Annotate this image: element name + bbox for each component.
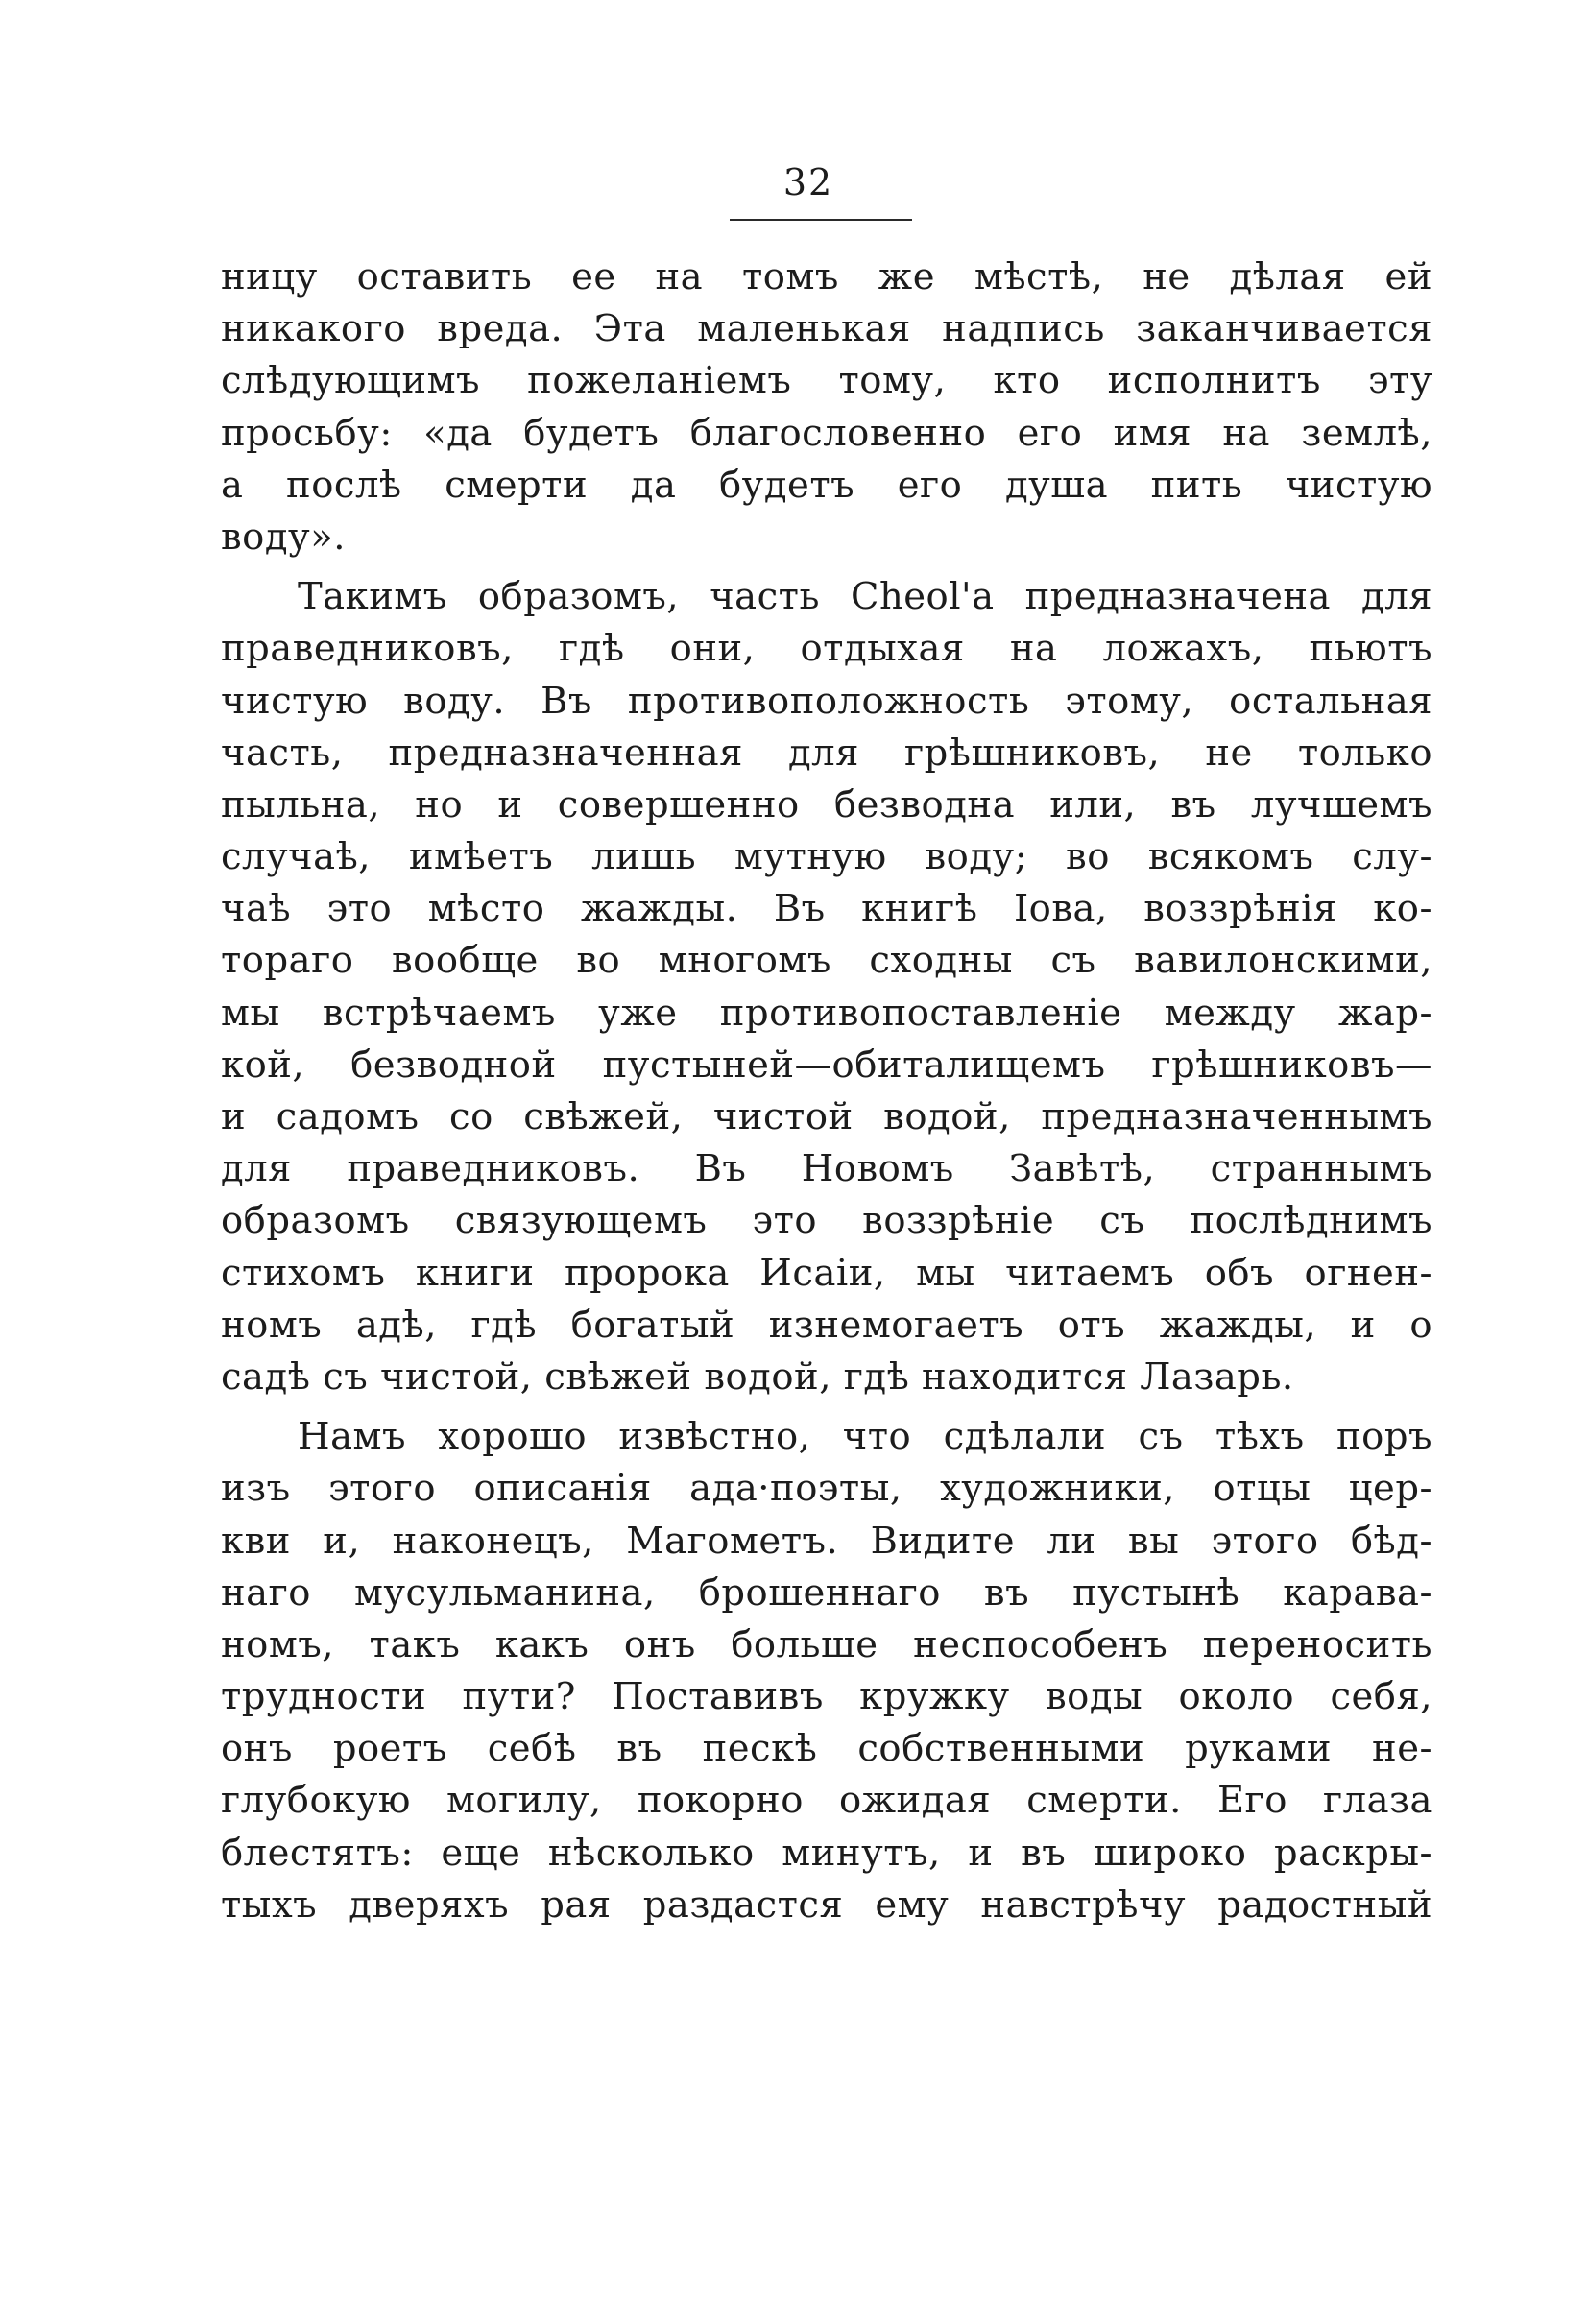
text-line: часть, предназначенная для грѣшниковъ, не только	[221, 731, 1432, 775]
text-line: ницу оставить ее на томъ же мѣстѣ, не дѣлая ей	[221, 255, 1432, 299]
paragraph-gap	[221, 1403, 1432, 1411]
text-line: кой, безводной пустыней—обиталищемъ грѣшниковъ—	[221, 1042, 1432, 1087]
text-line: стихомъ книги пророка Исаіи, мы читаемъ объ огнен-	[221, 1251, 1432, 1295]
text-line: блестятъ: еще нѣсколько минутъ, и въ широко раскры-	[221, 1831, 1432, 1875]
text-line: мы встрѣчаемъ уже противопоставленіе между жар-	[221, 991, 1432, 1035]
text-line: кви и, наконецъ, Магометъ. Видите ли вы этого бѣд-	[221, 1519, 1432, 1563]
text-line: наго мусульманина, брошеннаго въ пустынѣ карава-	[221, 1570, 1432, 1615]
body-text	[221, 252, 1432, 1931]
text-line: пыльна, но и совершенно безводна или, въ лучшемъ	[221, 782, 1432, 827]
page-number-rule	[730, 219, 912, 221]
text-line: слѣдующимъ пожеланіемъ тому, кто исполнитъ эту	[221, 359, 1432, 403]
text-line: изъ этого описанія ада·поэты, художники, отцы цер-	[221, 1467, 1432, 1511]
text-line: воду».	[221, 515, 347, 559]
text-line: номъ, такъ какъ онъ больше неспособенъ переносить	[221, 1622, 1432, 1666]
text-line: просьбу: «да будетъ благословенно его имя на землѣ,	[221, 411, 1432, 455]
text-line: садѣ съ чистой, свѣжей водой, гдѣ находится Лазарь.	[221, 1354, 1294, 1399]
text-line: трудности пути? Поставивъ кружку воды около себя,	[221, 1675, 1432, 1719]
text-line: Намъ хорошо извѣстно, что сдѣлали съ тѣхъ поръ	[298, 1415, 1432, 1459]
text-line: и садомъ со свѣжей, чистой водой, предназначеннымъ	[221, 1095, 1432, 1138]
text-line: глубокую могилу, покорно ожидая смерти. Его глаза	[221, 1779, 1432, 1823]
paragraph	[221, 571, 1432, 1403]
page-number-block	[0, 161, 1588, 204]
paragraph	[221, 1411, 1432, 1931]
page-number: 32	[782, 161, 834, 204]
text-line: никакого вреда. Эта маленькая надпись заканчивается	[221, 307, 1432, 351]
text-line: чистую воду. Въ противоположность этому, остальная	[221, 679, 1432, 723]
text-line: праведниковъ, гдѣ они, отдыхая на ложахъ, пьютъ	[221, 627, 1432, 671]
text-line: а послѣ смерти да будетъ его душа пить чистую	[221, 463, 1432, 507]
text-line: случаѣ, имѣетъ лишь мутную воду; во всякомъ слу-	[221, 835, 1432, 879]
text-line: онъ роетъ себѣ въ пескѣ собственными руками не-	[221, 1727, 1432, 1771]
text-line: образомъ связующемъ это воззрѣніе съ послѣднимъ	[221, 1199, 1432, 1243]
text-line: тыхъ дверяхъ рая раздастся ему навстрѣчу радостный	[221, 1882, 1432, 1927]
paragraph	[221, 252, 1432, 563]
text-line: номъ адѣ, гдѣ богатый изнемогаетъ отъ жажды, и о	[221, 1303, 1432, 1347]
text-line: Такимъ образомъ, часть Сheol'а предназначена для	[298, 575, 1432, 619]
paragraph-gap	[221, 563, 1432, 571]
text-line: тораго вообще во многомъ сходны съ вавилонскими,	[221, 939, 1432, 983]
text-line: для праведниковъ. Въ Новомъ Завѣтѣ, страннымъ	[221, 1147, 1432, 1191]
text-line: чаѣ это мѣсто жажды. Въ книгѣ Іова, воззрѣнія ко-	[221, 887, 1432, 931]
